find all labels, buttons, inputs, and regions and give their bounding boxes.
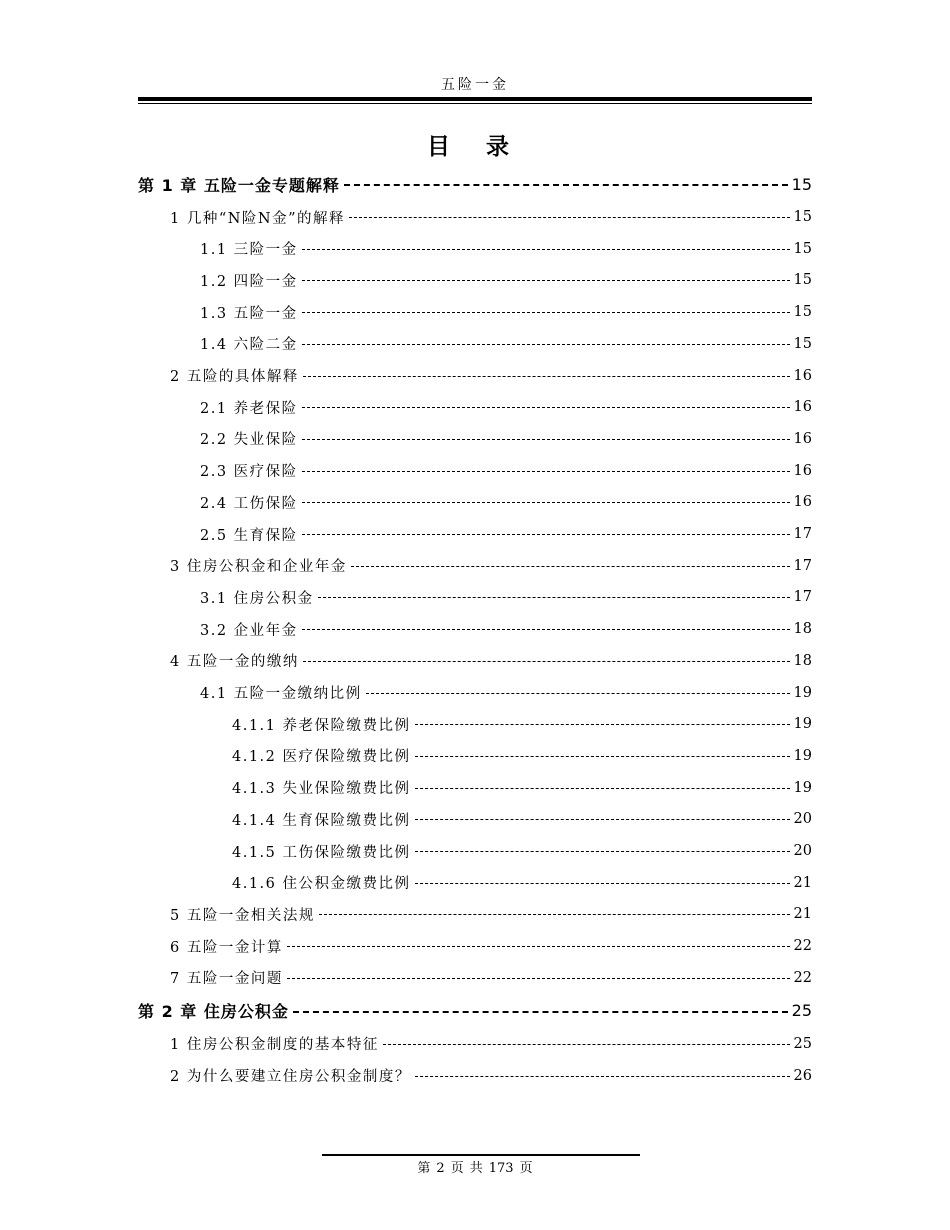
toc-leader-dashes — [302, 427, 790, 451]
toc-entry-page: 16 — [793, 430, 812, 447]
toc-entry-label: 2 为什么要建立住房公积金制度？ — [170, 1069, 411, 1085]
toc-entry-label: 3.1 住房公积金 — [200, 590, 314, 607]
toc-leader-dashes — [415, 839, 790, 863]
toc-entry-label: 1.1 三险一金 — [200, 242, 298, 259]
header-rule-thin — [138, 103, 812, 104]
toc-entry[interactable] — [232, 744, 812, 768]
footer-pre: 第 — [417, 1161, 431, 1176]
toc-entry-label: 4 五险一金的缴纳 — [170, 654, 299, 671]
footer-mid2: 共 — [469, 1161, 483, 1176]
toc-entry-page: 20 — [793, 811, 812, 828]
footer-current-page: 2 — [436, 1161, 445, 1176]
toc-leader-dashes — [351, 554, 790, 578]
toc-entry-page: 17 — [793, 589, 812, 606]
toc-entry-label: 2.2 失业保险 — [200, 432, 298, 449]
header-rule-thick — [138, 97, 812, 101]
toc-entry-page: 15 — [793, 335, 812, 352]
toc-entry-label: 4.1.2 医疗保险缴费比例 — [232, 749, 411, 766]
footer-total-pages: 173 — [488, 1161, 514, 1176]
toc-entry[interactable] — [200, 522, 812, 546]
toc-entry-label: 2.1 养老保险 — [200, 400, 298, 417]
toc-leader-dashes — [302, 268, 790, 292]
toc-entry[interactable] — [200, 427, 812, 451]
toc-entry-page: 20 — [793, 843, 812, 859]
toc-entry-page: 18 — [793, 652, 812, 669]
toc-leader-dashes — [302, 395, 790, 419]
toc-entry-page: 18 — [793, 621, 812, 638]
toc-leader-dashes — [318, 585, 790, 609]
toc-entry-label: 6 五险一金计算 — [170, 939, 283, 956]
toc-entry-page: 19 — [793, 747, 812, 764]
toc-entry[interactable] — [138, 999, 812, 1023]
footer-mid1: 页 — [450, 1161, 464, 1176]
toc-leader-dashes — [303, 649, 790, 673]
toc-entry[interactable] — [232, 807, 812, 831]
toc-entry[interactable] — [200, 459, 812, 483]
toc-leader-dashes — [319, 902, 790, 926]
toc-entry[interactable] — [170, 966, 812, 990]
toc-entry-page: 17 — [793, 557, 812, 574]
toc-leader-dashes — [415, 712, 790, 736]
toc-leader-dashes — [302, 522, 790, 546]
toc-leader-dashes — [415, 871, 790, 895]
toc-entry-label: 4.1.1 养老保险缴费比例 — [232, 717, 411, 734]
toc-entry-label: 7 五险一金问题 — [170, 971, 283, 988]
toc-entry[interactable] — [170, 364, 812, 388]
toc-entry-label: 4.1 五险一金缴纳比例 — [200, 686, 362, 702]
toc-leader-dashes — [349, 205, 790, 229]
toc-entry-page: 19 — [793, 779, 812, 796]
toc-leader-dashes — [415, 744, 790, 768]
toc-entry-label: 4.1.5 工伤保险缴费比例 — [232, 844, 411, 861]
toc-entry[interactable] — [232, 776, 812, 800]
toc-entry-page: 19 — [793, 716, 812, 733]
toc-entry-label: 1.2 四险一金 — [200, 273, 298, 290]
toc-entry[interactable] — [170, 1064, 812, 1088]
toc-entry[interactable] — [200, 268, 812, 292]
toc-entry-label: 5 五险一金相关法规 — [170, 907, 315, 924]
toc-entry-page: 21 — [793, 906, 812, 923]
page-footer — [0, 1157, 950, 1176]
toc-entry-page: 16 — [793, 494, 812, 511]
toc-entry-page: 22 — [793, 969, 812, 986]
toc-entry[interactable] — [200, 395, 812, 419]
toc-leader-dashes — [302, 332, 790, 356]
footer-rule — [322, 1154, 640, 1156]
toc-title: 目 录 — [426, 134, 523, 160]
toc-entry[interactable] — [170, 902, 812, 926]
toc-leader-dashes — [383, 1032, 790, 1056]
toc-entry-page: 21 — [793, 874, 812, 891]
toc-entry-label: 第 2 章 住房公积金 — [138, 1002, 289, 1022]
toc-entry-page: 25 — [793, 1035, 812, 1052]
toc-entry[interactable] — [138, 172, 812, 196]
toc-leader-dashes — [415, 807, 790, 831]
footer-post: 页 — [519, 1161, 533, 1176]
toc-entry-label: 第 1 章 五险一金专题解释 — [138, 175, 340, 195]
toc-entry-label: 4.1.4 生育保险缴费比例 — [232, 812, 411, 829]
toc-entry-label: 2 五险的具体解释 — [170, 369, 299, 385]
toc-leader-dashes — [302, 237, 790, 261]
toc-leader-dashes — [302, 490, 790, 514]
toc-entry[interactable] — [200, 585, 812, 609]
toc-leader-dashes — [302, 300, 790, 324]
toc-leader-dashes — [302, 617, 790, 641]
toc-leader-dashes — [366, 681, 790, 705]
toc-entry[interactable] — [200, 300, 812, 324]
toc-entry-page: 19 — [793, 684, 812, 701]
toc-entry[interactable] — [200, 617, 812, 641]
toc-entry[interactable] — [170, 554, 812, 578]
running-header: 五险一金 — [441, 77, 509, 93]
toc-entry-page: 15 — [793, 272, 812, 289]
toc-leader-dashes — [344, 172, 788, 196]
toc-entry-page: 16 — [793, 367, 812, 384]
toc-entry[interactable] — [170, 934, 812, 958]
toc-entry-label: 1 几种“N险N金”的解释 — [170, 210, 346, 227]
toc-leader-dashes — [415, 776, 790, 800]
toc-entry-label: 2.5 生育保险 — [200, 527, 298, 544]
toc-entry[interactable] — [232, 839, 812, 863]
toc-entry-label: 2.3 医疗保险 — [200, 464, 298, 481]
toc-entry-page: 15 — [793, 240, 812, 257]
toc-leader-dashes — [287, 934, 790, 958]
toc-entry-page: 16 — [793, 399, 812, 416]
toc-entry[interactable] — [170, 205, 812, 229]
toc-entry-page: 26 — [793, 1067, 812, 1084]
toc-entry-label: 2.4 工伤保险 — [200, 495, 298, 512]
toc-entry[interactable] — [232, 871, 812, 895]
toc-entry-page: 17 — [793, 526, 812, 542]
toc-entry-label: 4.1.6 住公积金缴费比例 — [232, 876, 411, 893]
toc-entry-page: 15 — [793, 304, 812, 321]
toc-entry-label: 1 住房公积金制度的基本特征 — [170, 1037, 379, 1054]
toc-entry-label: 3 住房公积金和企业年金 — [170, 559, 347, 576]
toc-leader-dashes — [303, 364, 790, 388]
toc-leader-dashes — [302, 459, 790, 483]
toc-entry[interactable] — [200, 490, 812, 514]
toc-entry-label: 1.4 六险二金 — [200, 337, 298, 354]
toc-entry-page: 15 — [793, 209, 812, 225]
toc-entry-page: 16 — [793, 462, 812, 479]
toc-entry-page: 25 — [791, 1001, 812, 1021]
toc-entry-page: 15 — [791, 174, 812, 194]
toc-entry-label: 1.3 五险一金 — [200, 305, 298, 322]
toc-entry-label: 4.1.3 失业保险缴费比例 — [232, 781, 411, 798]
toc-entry[interactable] — [232, 712, 812, 736]
toc-entry-label: 3.2 企业年金 — [200, 622, 298, 639]
toc-leader-dashes — [293, 999, 788, 1023]
toc-leader-dashes — [287, 966, 790, 990]
toc-entry[interactable] — [200, 332, 812, 356]
toc-entry[interactable] — [200, 681, 812, 705]
toc-leader-dashes — [415, 1064, 790, 1088]
toc-entry[interactable] — [170, 1032, 812, 1056]
toc-entry[interactable] — [170, 649, 812, 673]
toc-entry[interactable] — [200, 237, 812, 261]
toc-entry-page: 22 — [793, 938, 812, 955]
